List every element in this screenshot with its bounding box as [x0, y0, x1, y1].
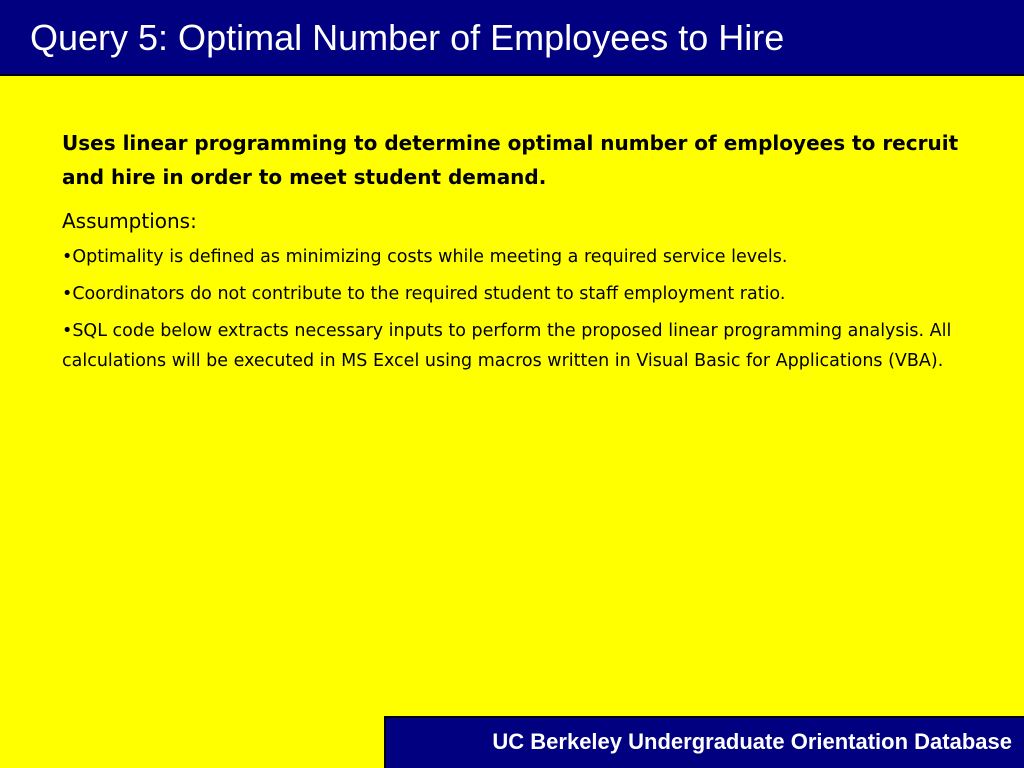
assumption-bullet-2: •Coordinators do not contribute to the required student to staff employment ratio. [62, 284, 786, 304]
assumptions-heading: Assumptions: [62, 209, 197, 233]
assumption-bullet-3: •SQL code below extracts necessary inputs to perform the proposed linear programming analysis. All calculations will be executed in MS Excel using macros written in Visual Basic for Applications (VBA). [62, 321, 952, 371]
title-bar [0, 0, 1024, 76]
assumption-bullet-1: •Optimality is defined as minimizing costs while meeting a required service levels. [62, 247, 788, 267]
intro-text: Uses linear programming to determine optimal number of employees to recruit and hire in order to meet student demand. [62, 131, 959, 189]
footer-label: UC Berkeley Undergraduate Orientation Database [492, 729, 1012, 754]
footer-bar [384, 716, 1024, 768]
slide-body [62, 126, 962, 383]
slide-title: Query 5: Optimal Number of Employees to Hire [30, 17, 785, 58]
